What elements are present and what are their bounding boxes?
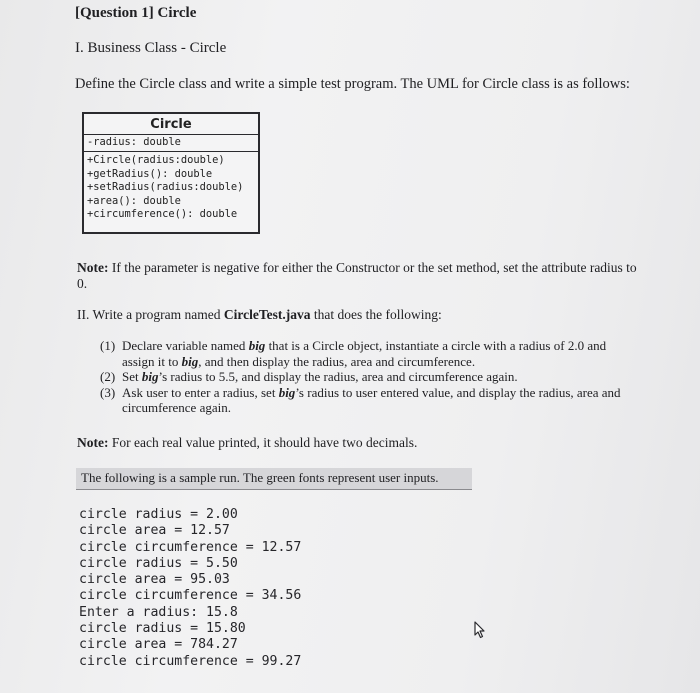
uml-operation: +Circle(radius:double) xyxy=(87,154,225,166)
section2-heading xyxy=(77,307,442,323)
output-line: circle circumference = 34.56 xyxy=(79,588,302,604)
section2-prefix: II. Write a program named xyxy=(77,307,224,322)
note-negative-radius xyxy=(77,260,637,292)
step-number: (3) xyxy=(100,384,116,400)
section1-heading: I. Business Class - Circle xyxy=(75,40,227,56)
note-text: For each real value printed, it should have two decimals. xyxy=(108,435,418,450)
uml-operation: +area(): double xyxy=(87,194,181,207)
step-text: Set big’s radius to 5.5, and display the radius, area and circumference again. xyxy=(122,369,518,384)
output-line: circle radius = 15.80 xyxy=(79,621,246,637)
output-line: circle area = 784.27 xyxy=(79,637,238,653)
note-label: Note: xyxy=(77,260,109,275)
output-line: Enter a radius: 15.8 xyxy=(79,604,238,620)
output-line: circle radius = 2.00 xyxy=(79,507,238,522)
output-line: circle area = 12.57 xyxy=(79,523,230,539)
program-filename: CircleTest.java xyxy=(223,307,311,322)
note-label: Note: xyxy=(77,435,109,450)
uml-attribute: -radius: double xyxy=(87,136,181,148)
uml-operation: +circumference(): double xyxy=(87,208,238,220)
uml-operation: +setRadius(radius:double) xyxy=(87,181,244,193)
page-title: [Question 1] Circle xyxy=(75,5,197,21)
mouse-pointer-icon xyxy=(473,621,487,639)
uml-attributes xyxy=(84,135,258,152)
step-text: Ask user to enter a radius, set big’s radius to user entered value, and display the radius, area and circumference again. xyxy=(122,384,621,415)
sample-run-intro: The following is a sample run. The green fonts represent user inputs. xyxy=(81,470,439,485)
section2-suffix: that does the following: xyxy=(310,307,442,322)
sample-run-output xyxy=(79,507,301,670)
note-text: If the parameter is negative for either the Constructor or the set method, set the attribute radius to 0. xyxy=(77,260,637,291)
list-item xyxy=(100,338,640,369)
steps-list xyxy=(100,338,640,416)
step-number: (1) xyxy=(100,338,116,353)
step-number: (2) xyxy=(100,369,116,384)
note-two-decimals xyxy=(77,435,417,451)
output-line: circle circumference = 99.27 xyxy=(79,653,302,669)
output-line: circle circumference = 12.57 xyxy=(79,539,302,555)
uml-operation: +getRadius(): double xyxy=(87,167,213,180)
uml-class-name: Circle xyxy=(84,114,258,135)
output-line: circle area = 95.03 xyxy=(79,572,230,588)
uml-operations xyxy=(84,152,258,232)
output-line: circle radius = 5.50 xyxy=(79,555,238,571)
section1-intro: Define the Circle class and write a simple test program. The UML for Circle class is as follows: xyxy=(75,76,630,92)
list-item xyxy=(100,385,640,416)
list-item xyxy=(100,369,640,385)
uml-class-diagram xyxy=(82,112,260,234)
step-text: Declare variable named big that is a Circle object, instantiate a circle with a radius of 2.0 and assign it to big, and then display the radius, area and circumference. xyxy=(122,338,607,369)
